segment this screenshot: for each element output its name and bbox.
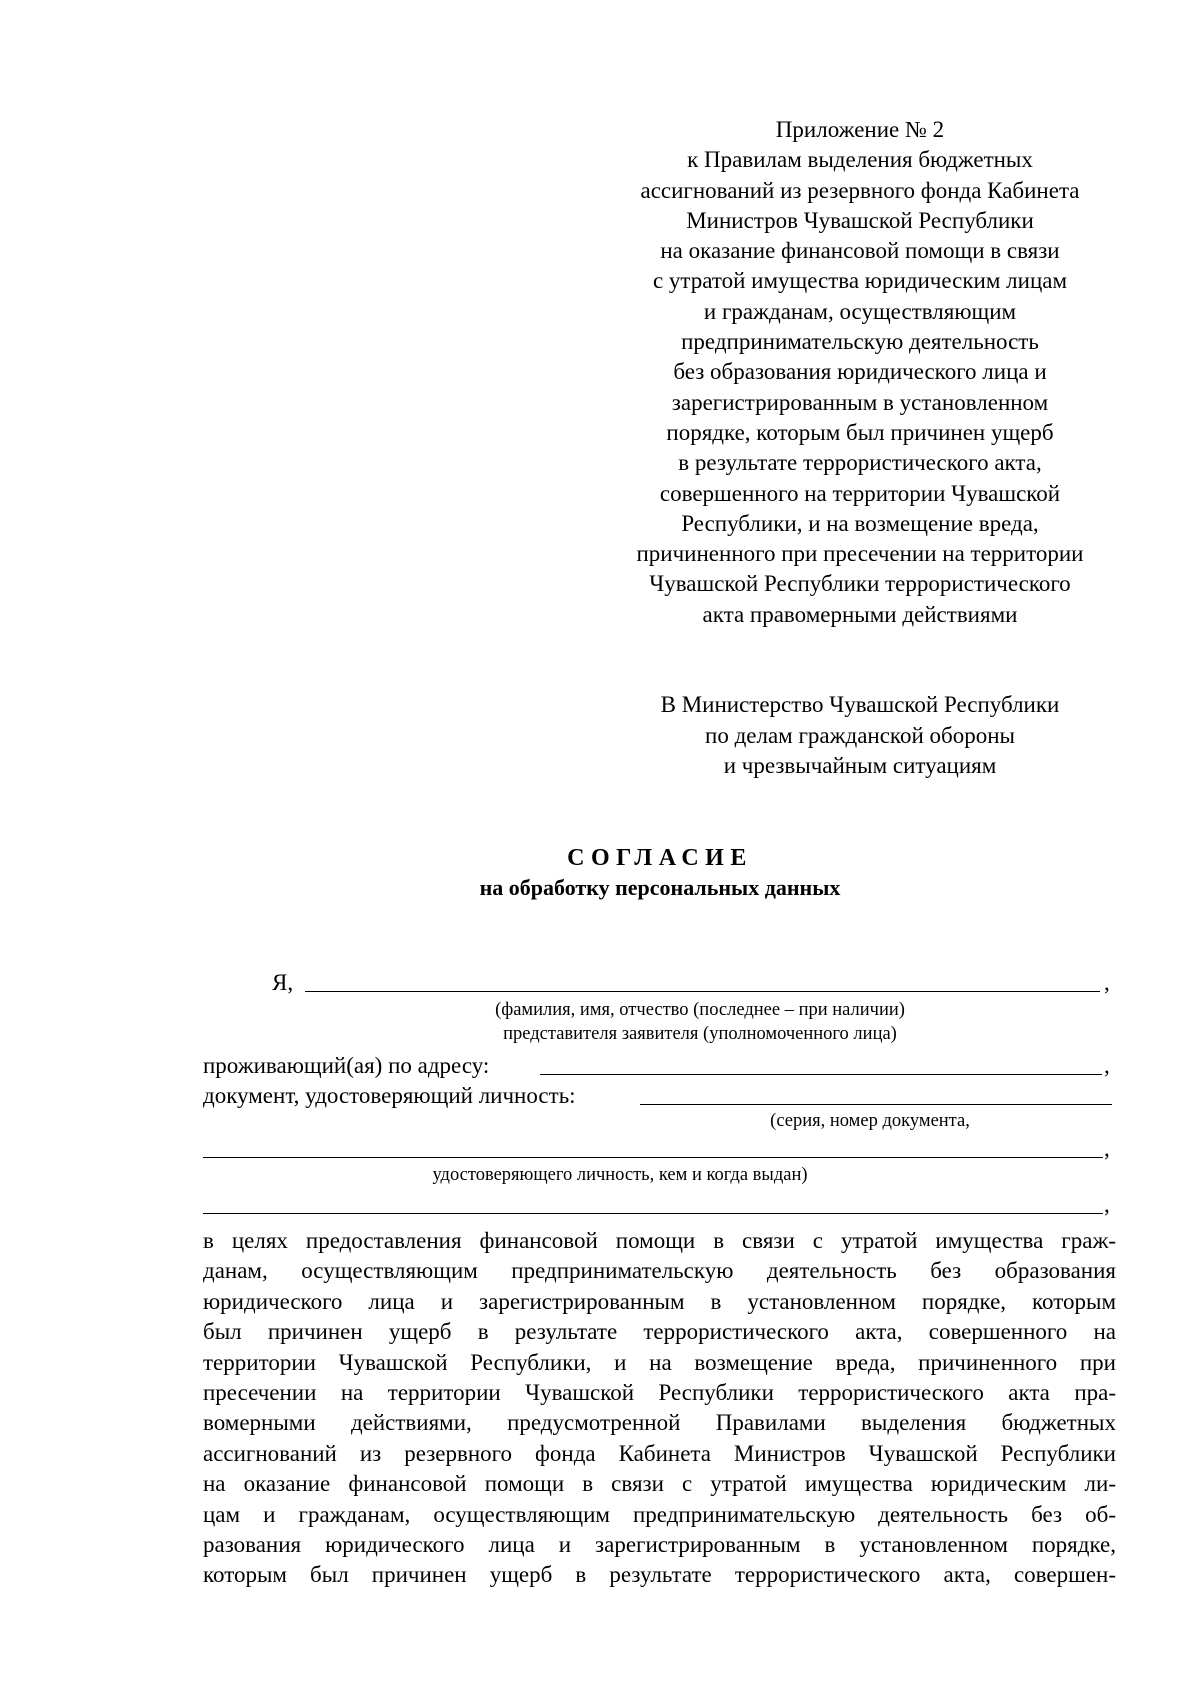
appendix-line: зарегистрированным в установленном: [671, 389, 1049, 415]
comma: ,: [1104, 970, 1110, 995]
document-caption-1: (серия, номер документа,: [770, 1111, 970, 1131]
appendix-line: причиненного при пресечении на территории: [636, 541, 1084, 567]
body-line: был причинен ущерб в результате террористического акта, совершенного на: [203, 1319, 1116, 1345]
addressee-block: [600, 690, 1120, 782]
appendix-line: без образования юридического лица и: [673, 359, 1047, 385]
body-line: вомерными действиями, предусмотренной Правилами выделения бюджетных: [203, 1410, 1116, 1436]
address-field[interactable]: [540, 1074, 1102, 1075]
name-caption-1: (фамилия, имя, отчество (последнее – при наличии): [495, 1000, 905, 1020]
title-main: СОГЛАСИЕ: [567, 845, 753, 871]
body-paragraph: [203, 1226, 1116, 1591]
appendix-line: совершенного на территории Чувашской: [659, 480, 1061, 506]
appendix-line: Чувашской Республики террористического: [649, 571, 1071, 597]
document-caption-2: удостоверяющего личность, кем и когда выдан): [432, 1165, 808, 1185]
body-line: в целях предоставления финансовой помощи в связи с утратой имущества граж-: [203, 1228, 1116, 1253]
body-line: на оказание финансовой помощи в связи с утратой имущества юридическим ли-: [203, 1471, 1116, 1497]
appendix-line: с утратой имущества юридическим лицам: [652, 268, 1068, 294]
body-line: данам, осуществляющим предпринимательскую деятельность без образования: [203, 1258, 1116, 1284]
title-subtitle: на обработку персональных данных: [479, 875, 841, 900]
addressee-line: В Министерство Чувашской Республики: [660, 692, 1060, 717]
name-field[interactable]: [305, 991, 1100, 992]
addressee-line: по делам гражданской обороны: [705, 722, 1015, 748]
appendix-line: и гражданам, осуществляющим: [703, 298, 1017, 324]
appendix-header: [600, 115, 1120, 630]
comma: ,: [1104, 1136, 1110, 1161]
addressee-line: и чрезвычайным ситуациям: [723, 753, 997, 778]
extra-field[interactable]: [203, 1213, 1103, 1214]
body-line: ассигнований из резервного фонда Кабинета Министров Чувашской Республики: [203, 1440, 1116, 1466]
appendix-line: порядке, которым был причинен ущерб: [666, 419, 1054, 445]
name-caption-2: представителя заявителя (уполномоченного лица): [503, 1024, 897, 1044]
appendix-line: в результате террористического акта,: [678, 450, 1042, 476]
document-title: [200, 843, 1120, 903]
comma: ,: [1104, 1192, 1110, 1217]
body-line: юридического лица и зарегистрированным в установленном порядке, которым: [203, 1288, 1116, 1314]
document-field[interactable]: [640, 1104, 1112, 1105]
comma: ,: [1104, 1053, 1110, 1078]
appendix-line: Министров Чувашской Республики: [686, 207, 1034, 233]
body-line: пресечении на территории Чувашской Республики террористического акта пра-: [203, 1379, 1116, 1405]
appendix-line: Приложение № 2: [775, 117, 945, 142]
appendix-line: к Правилам выделения бюджетных: [687, 147, 1033, 173]
address-label: проживающий(ая) по адресу:: [203, 1053, 490, 1078]
appendix-line: Республики, и на возмещение вреда,: [681, 510, 1039, 536]
appendix-line: акта правомерными действиями: [702, 601, 1018, 627]
body-line: которым был причинен ущерб в результате террористического акта, совершен-: [203, 1562, 1116, 1588]
body-line: разования юридического лица и зарегистрированным в установленном порядке,: [203, 1531, 1116, 1557]
i-label: Я,: [272, 970, 294, 995]
appendix-line: на оказание финансовой помощи в связи: [660, 238, 1060, 264]
body-line: цам и гражданам, осуществляющим предпринимательскую деятельность без об-: [203, 1501, 1116, 1527]
document-field-continued[interactable]: [203, 1157, 1103, 1158]
appendix-line: предпринимательскую деятельность: [681, 329, 1039, 355]
body-line: территории Чувашской Республики, и на возмещение вреда, причиненного при: [203, 1349, 1116, 1375]
document-label: документ, удостоверяющий личность:: [203, 1083, 576, 1108]
appendix-line: ассигнований из резервного фонда Кабинета: [640, 177, 1080, 203]
